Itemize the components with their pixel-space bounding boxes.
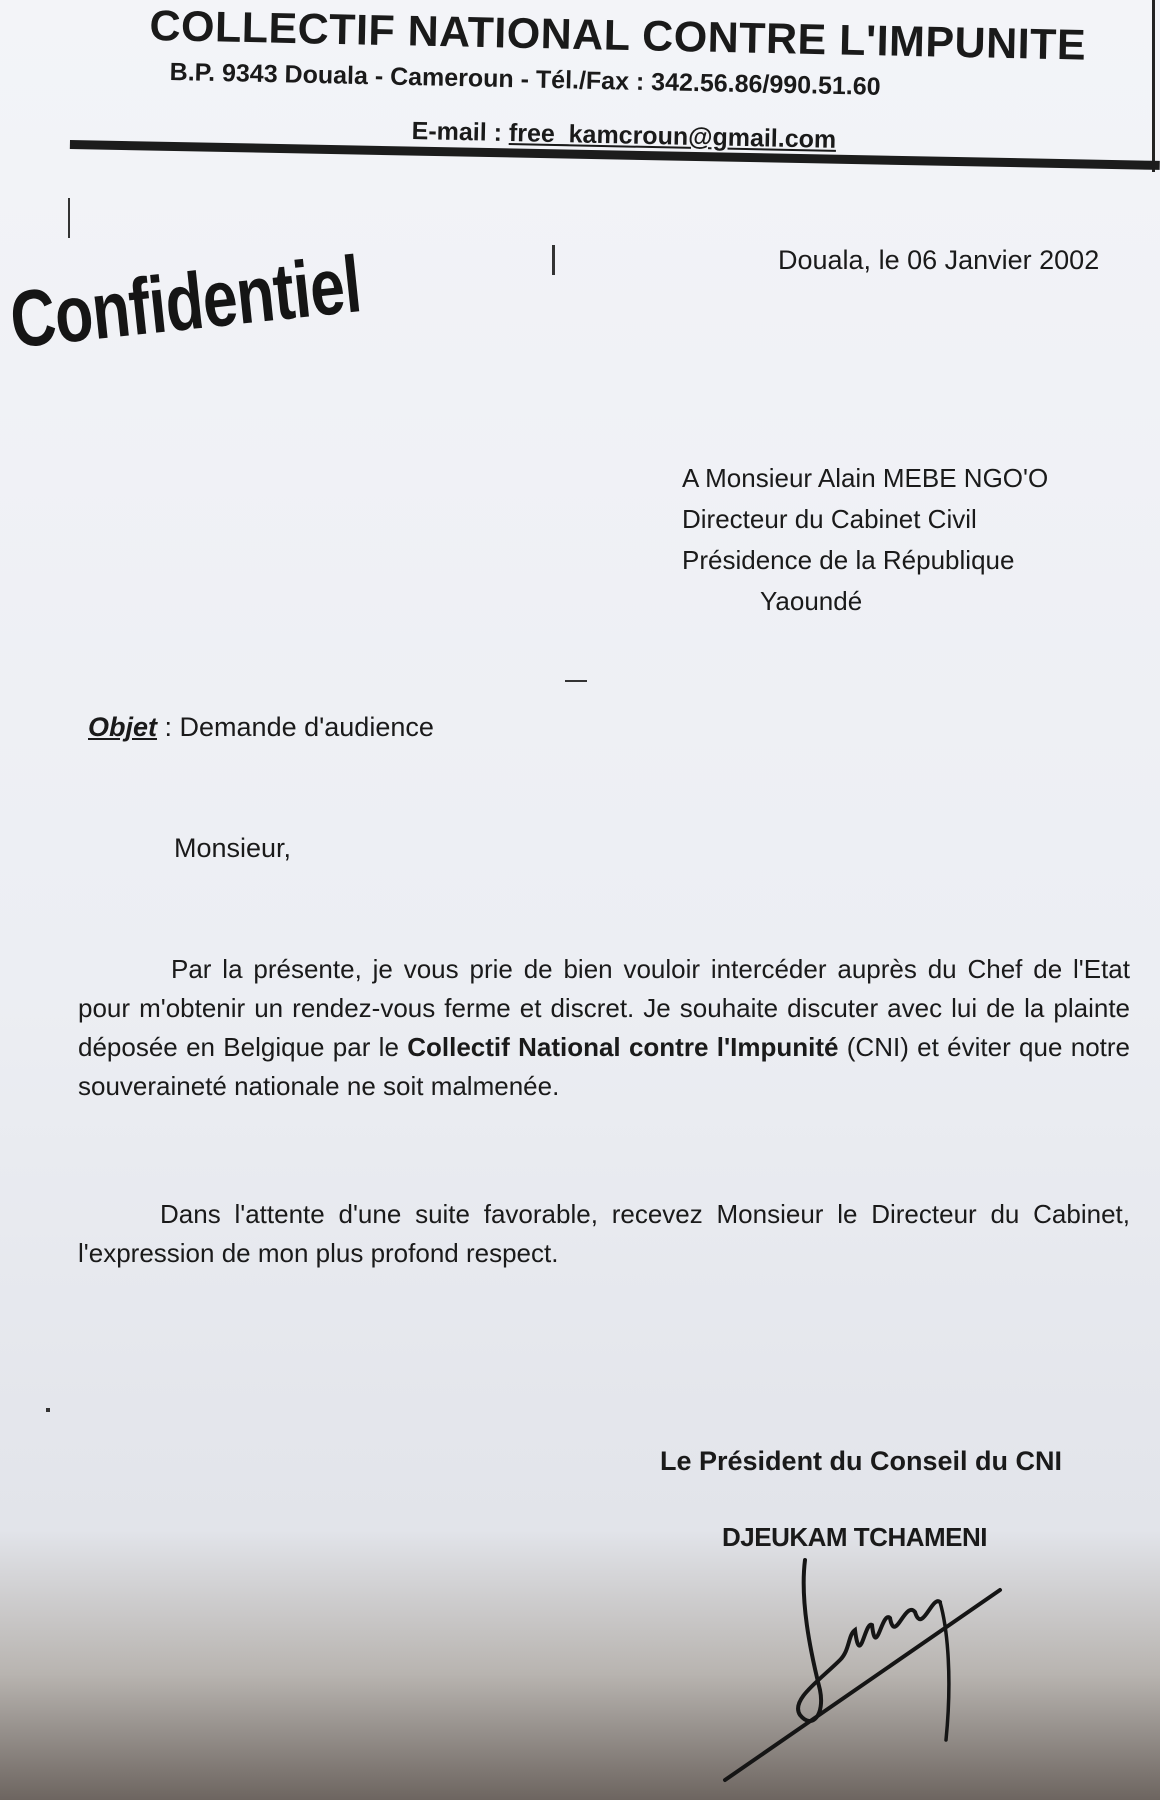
signatory-title: Le Président du Conseil du CNI xyxy=(660,1446,1063,1476)
signatory-name: DJEUKAM TCHAMENI xyxy=(722,1522,987,1552)
letter-date: Douala, le 06 Janvier 2002 xyxy=(778,245,1100,275)
recipient-city: Yaoundé xyxy=(760,586,863,616)
body-paragraph-2: Dans l'attente d'une suite favorable, recevez Monsieur le Directeur du Cabinet, l'expression de mon plus profond respect. xyxy=(78,1199,1130,1268)
scan-mark xyxy=(46,1408,50,1412)
body-p1-part-b: Collectif National contre l'Impunité xyxy=(407,1032,839,1062)
subject-line xyxy=(88,712,434,743)
scan-mark xyxy=(68,198,70,238)
subject-label: Objet xyxy=(88,712,158,742)
confidential-stamp: Confidentiel xyxy=(6,239,365,365)
body-p1-part-a: Par la présente, je vous prie de bien vouloir intercéder auprès du Chef de l'Etat pour m'obtenir un rendez-vous ferme et discret. Je souhaite discuter avec lui de la plainte déposée en Belgique par le xyxy=(78,954,1130,1062)
scan-mark xyxy=(552,245,555,275)
subject-separator: : xyxy=(157,712,180,742)
organization-name: COLLECTIF NATIONAL CONTRE L'IMPUNITE xyxy=(148,2,1087,70)
email-address: free_kamcroun@gmail.com xyxy=(508,119,837,154)
body-p1-part-c: (CNI) et éviter que notre souveraineté nationale ne soit malmenée. xyxy=(78,1032,1130,1101)
body-paragraph-1 xyxy=(78,950,1130,1106)
recipient-block xyxy=(682,458,1048,622)
email-label: E-mail : xyxy=(411,117,503,147)
scan-mark xyxy=(565,680,587,682)
recipient-title: Directeur du Cabinet Civil xyxy=(682,504,977,534)
salutation: Monsieur, xyxy=(174,833,292,863)
organization-address: B.P. 9343 Douala - Cameroun - Tél./Fax : 342.56.86/990.51.60 xyxy=(169,58,881,101)
handwritten-signature xyxy=(700,1540,1020,1800)
subject-text: Demande d'audience xyxy=(179,712,434,742)
recipient-institution: Présidence de la République xyxy=(682,545,1015,575)
recipient-name: A Monsieur Alain MEBE NGO'O xyxy=(682,463,1049,493)
